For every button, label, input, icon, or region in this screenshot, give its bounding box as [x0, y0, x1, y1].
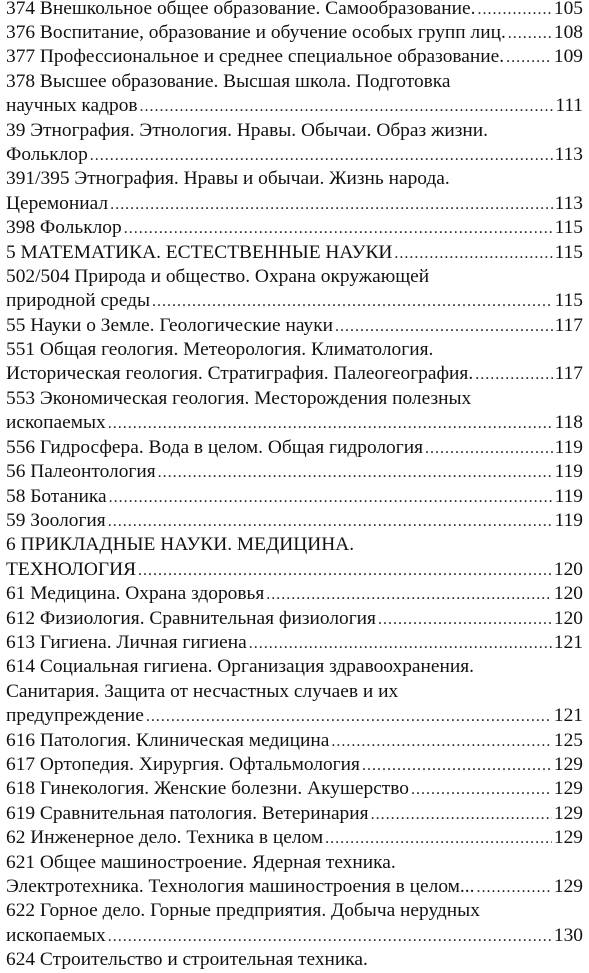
leader-dots	[158, 461, 553, 485]
leader-dots	[109, 486, 553, 510]
toc-entry-text: 502/504 Природа и общество. Охрана окружающей	[6, 265, 430, 287]
leader-dots	[108, 510, 553, 534]
toc-entry	[6, 436, 583, 460]
toc-entry	[6, 387, 583, 436]
page-number: 129	[553, 802, 583, 824]
leader-dots	[394, 242, 552, 266]
toc-entry-text: 621 Общее машиностроение. Ядерная техника.	[6, 851, 396, 873]
toc-entry-text: 614 Социальная гигиена. Организация здравоохранения.	[6, 656, 475, 678]
toc-entry-line	[6, 753, 583, 777]
toc-entry-text: 61 Медицина. Охрана здоровья	[6, 583, 265, 605]
leader-dots	[108, 412, 553, 436]
leader-dots	[249, 632, 552, 656]
toc-entry-line	[6, 192, 583, 216]
leader-dots	[108, 925, 552, 949]
leader-dots	[266, 583, 552, 607]
toc-entry	[6, 899, 583, 948]
toc-entry-line	[6, 0, 583, 21]
page-number: 129	[553, 875, 583, 897]
toc-entry-line	[6, 924, 583, 948]
toc-entry-line	[6, 509, 583, 533]
leader-dots	[90, 144, 553, 168]
page-number: 113	[554, 192, 583, 214]
toc-entry	[6, 533, 583, 582]
toc-entry	[6, 655, 583, 728]
toc-entry	[6, 21, 583, 45]
page-number: 115	[554, 217, 583, 239]
page-number: 130	[553, 924, 583, 946]
page-number: 125	[553, 729, 583, 751]
toc-entry-text: 62 Инженерное дело. Техника в целом	[6, 827, 324, 849]
toc-entry	[6, 485, 583, 509]
toc-entry-line	[6, 680, 583, 704]
toc-entry	[6, 167, 583, 216]
toc-entry-text: 376 Воспитание, образование и обучение особых групп лиц.	[6, 21, 506, 43]
toc-entry-text: 553 Экономическая геология. Месторождения полезных	[6, 387, 472, 409]
toc-entry-line	[6, 631, 583, 655]
page-number: 118	[554, 412, 583, 434]
leader-dots	[378, 608, 552, 632]
toc-entry-text: 613 Гигиена. Личная гигиена	[6, 631, 247, 653]
toc-entry-line	[6, 802, 583, 826]
leader-dots	[124, 217, 553, 241]
toc-entry-text: 59 Зоология	[6, 509, 106, 531]
toc-entry-line	[6, 119, 583, 143]
page-number: 120	[553, 558, 583, 580]
toc-entry	[6, 631, 583, 655]
toc-entry-text: научных кадров	[6, 95, 138, 117]
page-number: 111	[555, 95, 583, 117]
page-number: 120	[553, 607, 583, 629]
page-number: 108	[553, 21, 583, 43]
toc-entry-line	[6, 314, 583, 338]
toc-entry-text: 618 Гинекология. Женские болезни. Акушерство	[6, 778, 409, 800]
toc-entry	[6, 729, 583, 753]
toc-entry-line	[6, 729, 583, 753]
leader-dots	[325, 827, 552, 851]
toc-entry-line	[6, 167, 583, 191]
page-number: 129	[553, 778, 583, 800]
leader-dots	[475, 363, 552, 387]
toc-entry-line	[6, 777, 583, 801]
toc-entry-line	[6, 45, 583, 69]
leader-dots	[110, 193, 553, 217]
toc-entry	[6, 0, 583, 21]
page-number: 115	[554, 241, 583, 263]
toc-entry-line	[6, 875, 583, 899]
toc-entry-text: 374 Внешкольное общее образование. Самообразование.	[6, 0, 476, 19]
toc-entry-line	[6, 94, 583, 118]
leader-dots	[362, 754, 552, 778]
toc-entry-text: Санитария. Защита от несчастных случаев и их	[6, 680, 399, 702]
page-number: 117	[554, 314, 583, 336]
toc-entry-line	[6, 582, 583, 606]
toc-entry	[6, 826, 583, 850]
page-number: 119	[554, 461, 583, 483]
toc-entry-line	[6, 411, 583, 435]
toc-entry	[6, 948, 583, 972]
toc-entry-text: Церемониал	[6, 192, 109, 214]
leader-dots	[508, 22, 552, 46]
toc-entry-text: 616 Патология. Клиническая медицина	[6, 729, 330, 751]
leader-dots	[138, 559, 552, 583]
toc-entry-line	[6, 851, 583, 875]
page-number: 117	[554, 363, 583, 385]
leader-dots	[140, 95, 554, 119]
toc-entry-text: 556 Гидросфера. Вода в целом. Общая гидрология	[6, 436, 424, 458]
toc-entry-line	[6, 70, 583, 94]
toc-entry-line	[6, 289, 583, 313]
leader-dots	[506, 46, 552, 70]
toc-entry-text: Историческая геология. Стратиграфия. Палеогеография.	[6, 363, 474, 385]
toc-entry-line	[6, 21, 583, 45]
toc-entry	[6, 45, 583, 69]
toc-entry-line	[6, 265, 583, 289]
leader-dots	[477, 0, 551, 22]
page-number: 105	[553, 0, 583, 19]
toc-entry-text: 619 Сравнительная патология. Ветеринария	[6, 802, 369, 824]
leader-dots	[335, 315, 553, 339]
toc-entry-line	[6, 460, 583, 484]
toc-entry-line	[6, 241, 583, 265]
leader-dots	[411, 778, 552, 802]
toc-entry-text: 551 Общая геология. Метеорология. Климатология.	[6, 339, 434, 361]
leader-dots	[146, 705, 552, 729]
toc-entry	[6, 753, 583, 777]
toc-entry	[6, 338, 583, 387]
page-number: 119	[554, 509, 583, 531]
toc-entry-text: 56 Палеонтология	[6, 461, 156, 483]
toc-entry-line	[6, 387, 583, 411]
toc-entry-text: ископаемых	[6, 412, 106, 434]
leader-dots	[152, 290, 553, 314]
toc-entry-text: природной среды	[6, 290, 150, 312]
toc-entry-text: ископаемых	[6, 924, 106, 946]
toc-entry-line	[6, 899, 583, 923]
toc-entry-line	[6, 143, 583, 167]
page-number: 113	[554, 143, 583, 165]
leader-dots	[331, 730, 552, 754]
toc-entry-text: ТЕХНОЛОГИЯ	[6, 558, 137, 580]
toc-entry	[6, 460, 583, 484]
toc-entry-text: 6 ПРИКЛАДНЫЕ НАУКИ. МЕДИЦИНА.	[6, 534, 355, 556]
toc-entry-line	[6, 948, 583, 972]
toc-entry-line	[6, 826, 583, 850]
toc-entry	[6, 265, 583, 314]
toc-entry-text: Фольклор	[6, 143, 88, 165]
toc-entry-line	[6, 704, 583, 728]
toc-entry-text: 622 Горное дело. Горные предприятия. Добыча нерудных	[6, 900, 480, 922]
page-number: 109	[553, 46, 583, 68]
leader-dots	[476, 876, 551, 900]
toc-entry-text: 391/395 Этнография. Нравы и обычаи. Жизнь народа.	[6, 168, 450, 190]
toc-entry-text: 5 МАТЕМАТИКА. ЕСТЕСТВЕННЫЕ НАУКИ	[6, 241, 393, 263]
toc-entry-line	[6, 607, 583, 631]
toc-entry-text: 398 Фольклор	[6, 217, 122, 239]
toc-entry-line	[6, 338, 583, 362]
toc-entry	[6, 777, 583, 801]
toc-entry	[6, 582, 583, 606]
toc-entry	[6, 70, 583, 119]
toc-entry	[6, 119, 583, 168]
toc-entry-line	[6, 655, 583, 679]
toc-entry-text: Электротехника. Технология машиностроения в целом...	[6, 875, 475, 897]
toc-entry-line	[6, 485, 583, 509]
toc-entry-text: предупреждение	[6, 705, 144, 727]
toc-entry-line	[6, 216, 583, 240]
page-number: 129	[553, 753, 583, 775]
toc-entry-text: 55 Науки о Земле. Геологические науки	[6, 314, 333, 336]
toc-entry-text: 39 Этнография. Этнология. Нравы. Обычаи. Образ жизни.	[6, 119, 489, 141]
leader-dots	[425, 437, 553, 461]
toc-entry-text: 378 Высшее образование. Высшая школа. Подготовка	[6, 70, 451, 92]
toc-entry-text: 58 Ботаника	[6, 485, 107, 507]
toc-entry	[6, 241, 583, 265]
page-number: 119	[554, 436, 583, 458]
toc-entry	[6, 216, 583, 240]
toc-entry	[6, 607, 583, 631]
toc-entry-line	[6, 436, 583, 460]
toc-entry-line	[6, 558, 583, 582]
page-number: 119	[554, 485, 583, 507]
leader-dots	[371, 803, 552, 827]
page-number: 120	[553, 583, 583, 605]
toc-entry	[6, 314, 583, 338]
toc-entry-text: 617 Ортопедия. Хирургия. Офтальмология	[6, 753, 360, 775]
toc-entry	[6, 509, 583, 533]
toc-entry	[6, 851, 583, 900]
toc-entry-text: 624 Строительство и строительная техника.	[6, 949, 368, 971]
toc-entry-text: 612 Физиология. Сравнительная физиология	[6, 607, 376, 629]
page-number: 121	[553, 631, 583, 653]
page-number: 121	[553, 705, 583, 727]
toc-entry-text: 377 Профессиональное и среднее специальное образование.	[6, 46, 505, 68]
toc-entry-line	[6, 533, 583, 557]
toc-entry	[6, 802, 583, 826]
page-number: 115	[554, 290, 583, 312]
page-number: 129	[553, 827, 583, 849]
toc-entry-line	[6, 362, 583, 386]
